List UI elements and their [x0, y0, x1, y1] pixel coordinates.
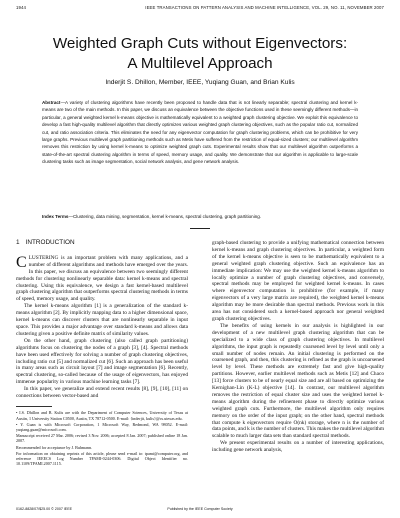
left-column	[16, 240, 188, 467]
paragraph: graph-based clustering to provide a unifying mathematical connection between kernel k-means and graph clustering objectives. In particular, a weighted form of the kernel k-means objective is seen to be mathematically equivalent to a general weighted graph clustering objective. Such an equivalence has an immediate implication: We may use the weighted kernel k-means algorithm to locally optimize a number of graph clustering objectives, and conversely, spectral methods may be employed for weighted kernel k-means. In cases where eigenvector computation is prohibitive (for example, if many eigenvectors of a very large matrix are required), the weighted kernel k-means algorithm may be more desirable than spectral methods. Previous work in this area has not considered such a kernel-based approach nor general weighted graph clustering objectives.	[212, 240, 384, 322]
abstract	[42, 99, 358, 166]
paragraph: The kernel k-means algorithm [1] is a generalization of the standard k-means algorithm [2]. By implicitly mapping data to a higher dimensional space, kernel k-means can discover clusters that are nonlinearly separable in input space. This provides a major advantage over standard k-means and allows data clustering given a positive definite matrix of similarity values.	[16, 303, 188, 337]
section-number: 1	[16, 239, 20, 246]
footnote: For information on obtaining reprints of this article, please send e-mail to: tpami@computer.org, and reference IEEECS Log Number TPAMI-0244-0306. Digital Object Identifier no. 10.1109/TPAMI.2007.1115.	[16, 450, 188, 467]
title-line-1: Weighted Graph Cuts without Eigenvectors:	[52, 35, 348, 52]
page-number: 1944	[16, 5, 26, 10]
footnote: Manuscript received 27 Mar. 2006; revised 3 Nov. 2006; accepted 8 Jan. 2007; published online 18 Jan. 2007.	[16, 433, 188, 444]
title-line-2: A Multilevel Approach	[127, 55, 273, 72]
index-terms-text: —Clustering, data mining, segmentation, kernel k-means, spectral clustering, graph partitioning.	[68, 214, 262, 219]
index-terms	[42, 213, 358, 220]
abstract-label: Abstract	[42, 100, 61, 105]
footnote: • I.S. Dhillon and B. Kulis are with the Department of Computer Sciences, University of Texas at Austin, 1 University Station C0500, Austin, TX 78712-0500. E-mail: {inderjit, kulis}@cs.utexas.edu.	[16, 410, 188, 421]
journal-header: IEEE TRANSACTIONS ON PATTERN ANALYSIS AND MACHINE INTELLIGENCE, VOL. 29, NO. 11, NOVEMBER 2007	[145, 5, 384, 10]
copyright-line: 0162-8828/07/$25.00 © 2007 IEEE	[16, 507, 72, 511]
paragraph: We present experimental results on a number of interesting applications, including gene network analysis,	[212, 440, 384, 454]
section-heading	[16, 240, 188, 247]
right-column	[212, 240, 384, 454]
index-terms-label: Index Terms	[42, 214, 69, 219]
paragraph	[16, 255, 188, 303]
paper-title	[0, 34, 400, 74]
author-list: Inderjit S. Dhillon, Member, IEEE, Yuqiang Guan, and Brian Kulis	[105, 79, 295, 86]
abstract-text: —A variety of clustering algorithms have recently been proposed to handle data that is not linearly separable; spectral clustering and kernel k-means are two of the main methods. In this paper, we discuss an equivalence between the objective functions used in these seemingly different methods—in particular, a general weighted kernel k-means objective is mathematically equivalent to a weighted graph clustering objective. We exploit this equivalence to develop a fast high-quality multilevel algorithm that directly optimizes various weighted graph clustering objectives, such as the popular ratio cut, normalized cut, and ratio association criteria. This eliminates the need for any eigenvector computation for graph clustering problems, which can be prohibitive for very large graphs. Previous multilevel graph partitioning methods such as Metis have suffered from the restriction of equal-sized clusters; our multilevel algorithm removes this restriction by using kernel k-means to optimize weighted graph cuts. Experimental results show that our multilevel algorithm outperforms a state-of-the-art spectral clustering algorithm in terms of speed, memory usage, and quality. We demonstrate that our algorithm is applicable to large-scale clustering tasks such as image segmentation, social network analysis, and gene network analysis.	[42, 100, 358, 165]
section-divider	[190, 228, 210, 229]
footnote-rule	[16, 406, 52, 407]
running-header	[16, 5, 384, 10]
paragraph: The benefits of using kernels in our analysis is highlighted in our development of a new multilevel graph clustering algorithm that can be specialized to a wide class of graph clustering objectives. In multilevel algorithms, the input graph is repeatedly coarsened level by level until only a small number of nodes remain. An initial clustering is performed on the coarsened graph, and then, this clustering is refined as the graph is uncoarsened level by level. These methods are extremely fast and give high-quality partitions. However, earlier multilevel methods such as Metis [12] and Chaco [13] force clusters to be of nearly equal size and are all based on optimizing the Kernighan-Lin (K-L) objective [14]. In contrast, our multilevel algorithm removes the restriction of equal cluster size and uses the weighted kernel k-means algorithm during the refinement phase to directly optimize various weighted graph cuts. Furthermore, the multilevel algorithm only requires memory on the order of the input graph; on the other hand, spectral methods that compute k eigenvectors require O(nk) storage, where n is the number of data points, and k is the number of clusters. This makes the multilevel algorithm scalable to much larger data sets than standard spectral methods.	[212, 322, 384, 440]
footnote: • Y. Guan is with Microsoft Corporation, 1 Microsoft Way, Redmond, WA 98052. E-mail: yuqiang.guan@microsoft.com.	[16, 421, 188, 433]
paragraph-text: LUSTERING is an important problem with many applications, and a number of different algorithms and methods have emerged over the years. In this paper, we discuss an equivalence between two seemingly different methods for clustering nonlinearly separable data: kernel k-means and spectral clustering. Using this equivalence, we design a fast kernel-based multilevel graph clustering algorithm that outperforms spectral clustering methods in terms of speed, memory usage, and quality.	[16, 254, 188, 303]
footnote: Recommended for acceptance by J. Buhmann.	[16, 444, 93, 450]
paragraph: In this paper, we generalize and extend recent results [8], [9], [10], [11] on connections between vector-based and	[16, 386, 188, 400]
paragraph: On the other hand, graph clustering (also called graph partitioning) algorithms focus on clustering the nodes of a graph [3], [4]. Spectral methods have been used effectively for solving a number of graph clustering objectives, including ratio cut [5] and normalized cut [6]. Such an approach has been useful in many areas such as circuit layout [7] and image segmentation [6]. Recently, spectral clustering, so-called because of the usage of eigenvectors, has enjoyed immense popularity in various machine learning tasks [7].	[16, 337, 188, 386]
publisher-note: Published by the IEEE Computer Society	[167, 507, 233, 511]
section-title: INTRODUCTION	[25, 239, 75, 246]
footnotes	[16, 410, 188, 466]
drop-cap: C	[16, 253, 27, 271]
